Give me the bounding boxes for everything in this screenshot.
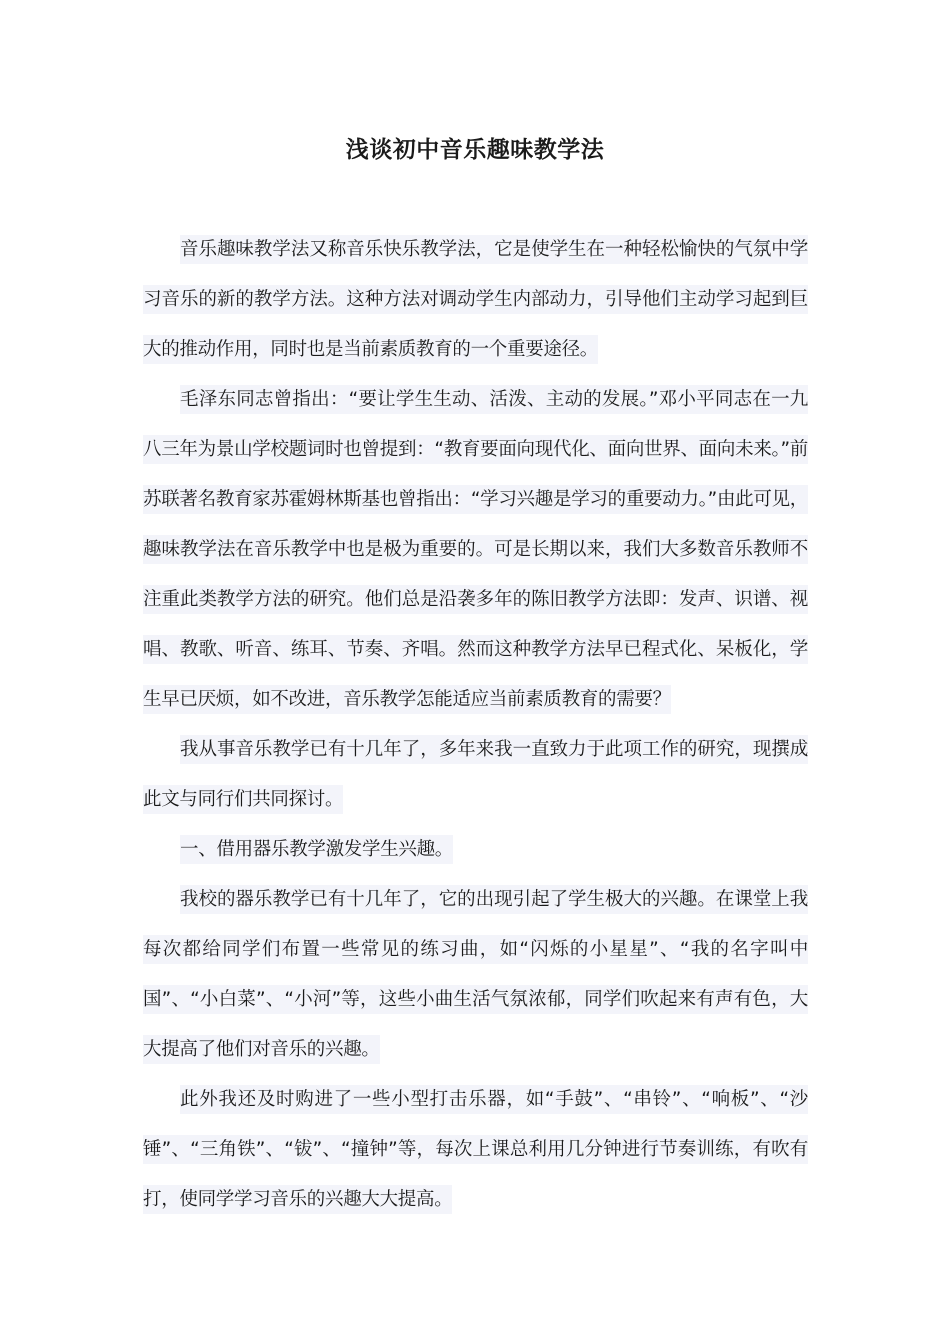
- section-heading-1: [143, 825, 808, 875]
- paragraph-percussion: [143, 1075, 808, 1225]
- paragraph-instrumental: [143, 875, 808, 1075]
- document-body: [143, 225, 808, 1225]
- paragraph-quotes: [143, 375, 808, 725]
- document-title: 浅谈初中音乐趣味教学法: [345, 137, 605, 163]
- paragraph-text: 一、借用器乐教学激发学生兴趣。: [180, 835, 453, 864]
- paragraph-text: 此外我还及时购进了一些小型打击乐器，如“手鼓”、“串铃”、“响板”、“沙锤”、“三角铁”、“钹”、“撞钟”等，每次上课总利用几分钟进行节奏训练，有吹有打，使同学学习音乐的兴趣大大提高。: [143, 1085, 808, 1214]
- paragraph-text: 毛泽东同志曾指出：“要让学生生动、活泼、主动的发展。”邓小平同志在一九八三年为景山学校题词时也曾提到：“教育要面向现代化、面向世界、面向未来。”前苏联著名教育家苏霍姆林斯基也曾指出：“学习兴趣是学习的重要动力。”由此可见，趣味教学法在音乐教学中也是极为重要的。可是长期以来，我们大多数音乐教师不注重此类教学方法的研究。他们总是沿袭多年的陈旧教学方法即：发声、识谱、视唱、教歌、听音、练耳、节奏、齐唱。然而这种教学方法早已程式化、呆板化，学生早已厌烦，如不改进，音乐教学怎能适应当前素质教育的需要？: [143, 385, 808, 714]
- paragraph-text: 我校的器乐教学已有十几年了，它的出现引起了学生极大的兴趣。在课堂上我每次都给同学们布置一些常见的练习曲，如“闪烁的小星星”、“我的名字叫中国”、“小白菜”、“小河”等，这些小曲生活气氛浓郁，同学们吹起来有声有色，大大提高了他们对音乐的兴趣。: [143, 885, 808, 1064]
- paragraph-text: 我从事音乐教学已有十几年了，多年来我一直致力于此项工作的研究，现撰成此文与同行们共同探讨。: [143, 735, 808, 814]
- paragraph-intro: [143, 225, 808, 375]
- paragraph-experience: [143, 725, 808, 825]
- paragraph-text: 音乐趣味教学法又称音乐快乐教学法，它是使学生在一种轻松愉快的气氛中学习音乐的新的教学方法。这种方法对调动学生内部动力，引导他们主动学习起到巨大的推动作用，同时也是当前素质教育的一个重要途径。: [143, 235, 808, 364]
